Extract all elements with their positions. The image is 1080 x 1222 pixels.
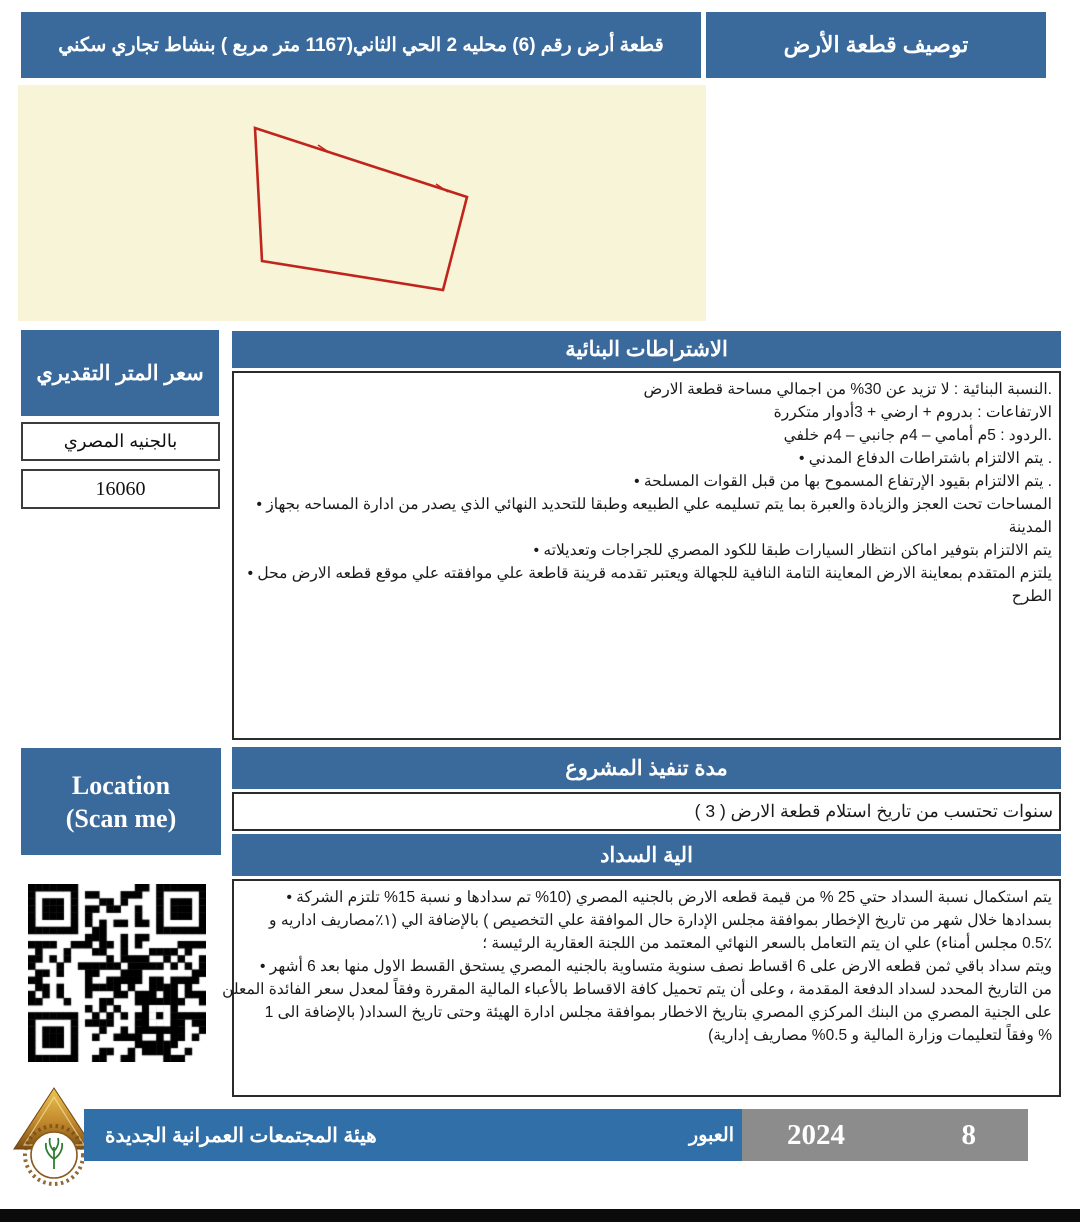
qr-code	[28, 884, 206, 1062]
requirement-line: .الردود : 5م أمامي – 4م جانبي – 4م خلفي	[783, 427, 1052, 444]
project-duration-value: سنوات تحتسب من تاريخ استلام قطعة الارض ( 3 )	[232, 792, 1061, 831]
year: 2024	[787, 1118, 845, 1151]
payment-terms-header: الية السداد	[232, 834, 1061, 876]
payment-line: من التاريخ المحدد لسداد الدفعة المقدمة ، وعلى أن يتم تحميل كافة الاقساط بالأعباء المالية المقررة وفقاً لمعدل سعر الفائدة المعلن	[222, 981, 1052, 998]
page-number: 8	[961, 1118, 976, 1151]
plot-title: قطعة أرض رقم (6) محليه 2 الحي الثاني(1167 متر مربع ) بنشاط تجاري سكني	[21, 12, 701, 78]
requirement-line: . يتم الالتزام باشتراطات الدفاع المدني •	[799, 450, 1052, 467]
location-scan-label	[21, 748, 221, 855]
location-label-line2: (Scan me)	[65, 803, 177, 833]
currency-label: بالجنيه المصري	[21, 422, 220, 461]
requirement-line: يلتزم المتقدم بمعاينة الارض المعاينة التامة النافية للجهالة ويعتبر تقدمه قرينة قاطعة علي موافقته علي موقع قطعه الارض محل •	[247, 565, 1052, 582]
payment-line: 0.5٪ مجلس أمناء) علي ان يتم التعامل بالسعر النهائي المعتمد من اللجنة العقارية الرئيسة ؛	[482, 935, 1052, 952]
requirement-line: المساحات تحت العجز والزيادة والعبرة بما يتم تسليمه علي الطبيعه وطبقا للتحديد النهائي الذي يصدر من ادارة المساحه بجهاز •	[256, 496, 1052, 513]
project-duration-header: مدة تنفيذ المشروع	[232, 747, 1061, 789]
location-label-line1: Location	[71, 770, 171, 800]
authority-name: هيئة المجتمعات العمرانية الجديدة	[105, 1124, 377, 1147]
payment-line: يتم استكمال نسبة السداد حتي 25 % من قيمة قطعه الارض بالجنيه المصري (10% تم سدادها و نسبة 15% تلتزم الشركة •	[286, 889, 1052, 906]
plot-map	[18, 85, 706, 321]
payment-line: % وفقاً لتعليمات وزارة المالية و 0.5% مصاريف إدارية)	[708, 1027, 1052, 1044]
requirement-line: .النسبة البنائية : لا تزيد عن 30% من اجمالي مساحة قطعة الارض	[643, 381, 1052, 398]
doc-title: توصيف قطعة الأرض	[706, 12, 1046, 78]
plot-outline-drawing	[18, 85, 706, 321]
requirement-line: . يتم الالتزام بقيود الإرتفاع المسموح بها من قبل القوات المسلحة •	[634, 473, 1052, 490]
city-name: العبور	[689, 1124, 734, 1146]
requirement-line: الطرح	[1011, 588, 1052, 605]
payment-line: على الجنية المصري من البنك المركزي المصري بتاريخ الاخطار بموافقة مجلس ادارة الهيئة وحتى تاريخ السداد( بالإضافة الى 1	[264, 1004, 1052, 1021]
footer-meta-bar	[742, 1109, 1028, 1161]
price-value: 16060	[21, 469, 220, 509]
bottom-bar	[0, 1209, 1080, 1222]
payment-line: بسدادها خلال شهر من تاريخ الإخطار بموافقة مجلس الإدارة حال الموافقة علي التخصيص ) بالإضافة الي (١٪مصاريف اداريه و	[269, 912, 1052, 929]
requirement-line: يتم الالتزام بتوفير اماكن انتظار السيارات طبقا للكود المصري للجراجات وتعديلاته •	[533, 542, 1052, 559]
footer-banner	[84, 1109, 742, 1161]
payment-line: ويتم سداد باقي ثمن قطعه الارض على 6 اقساط نصف سنوية متساوية بالجنيه المصري يستحق القسط الاول منها بعد 6 أشهر •	[260, 958, 1052, 975]
requirement-line: المدينة	[1008, 519, 1052, 536]
price-per-meter-header: سعر المتر التقديري	[21, 330, 219, 416]
building-requirements-box	[232, 371, 1061, 740]
payment-terms-box	[222, 879, 1061, 1097]
plot-polygon	[255, 128, 467, 290]
qr-code-canvas	[28, 884, 206, 1062]
building-requirements-header: الاشتراطات البنائية	[232, 331, 1061, 368]
requirement-line: الارتفاعات : بدروم + ارضي + 3أدوار متكررة	[773, 404, 1052, 421]
